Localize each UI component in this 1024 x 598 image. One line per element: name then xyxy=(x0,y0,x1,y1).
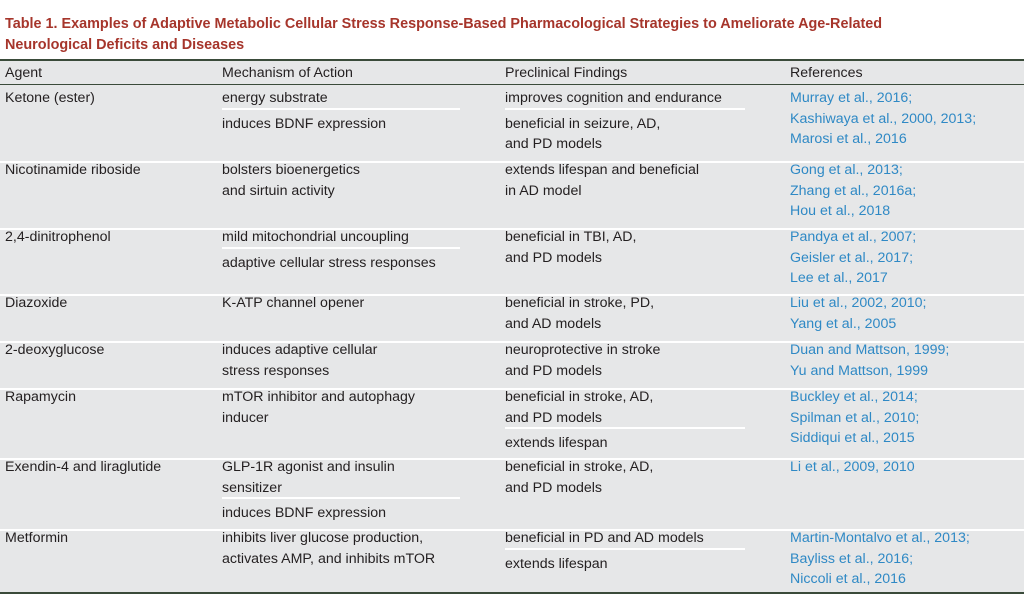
bottom-rule xyxy=(0,592,1024,594)
header-agent: Agent xyxy=(5,65,43,81)
findings-text: beneficial in PD and AD models xyxy=(505,530,704,546)
findings-text: beneficial in stroke, PD, xyxy=(505,295,655,311)
agent-name: 2-deoxyglucose xyxy=(5,342,105,358)
agent-name: Exendin-4 and liraglutide xyxy=(5,459,162,475)
mechanism-text: induces BDNF expression xyxy=(222,115,387,132)
reference-link: Duan and Mattson, 1999; xyxy=(790,342,950,358)
reference-link: Yu and Mattson, 1999 xyxy=(790,362,929,379)
reference-link: Siddiqui et al., 2015 xyxy=(790,430,915,446)
findings-text: improves cognition and endurance xyxy=(505,90,722,106)
findings-text: in AD model xyxy=(505,182,582,199)
agent-name: Metformin xyxy=(5,530,69,546)
findings-sub-divider xyxy=(505,108,745,110)
reference-link: Buckley et al., 2014; xyxy=(790,389,918,405)
mechanism-text: and sirtuin activity xyxy=(222,182,335,199)
reference-link: Pandya et al., 2007; xyxy=(790,229,917,245)
findings-text: and PD models xyxy=(505,409,602,426)
data-table xyxy=(0,11,1024,594)
findings-text: beneficial in seizure, AD, xyxy=(505,115,661,132)
mechanism-text: adaptive cellular stress responses xyxy=(222,254,436,271)
mechanism-text: inhibits liver glucose production, xyxy=(222,530,424,546)
mechanism-sub-divider xyxy=(222,247,460,249)
reference-link: Zhang et al., 2016a; xyxy=(790,182,917,199)
reference-link: Gong et al., 2013; xyxy=(790,162,903,178)
top-rule xyxy=(0,59,1024,61)
findings-text: and PD models xyxy=(505,362,602,379)
findings-text: beneficial in stroke, AD, xyxy=(505,389,654,405)
agent-name: 2,4-dinitrophenol xyxy=(5,229,111,245)
findings-text: and AD models xyxy=(505,315,602,332)
mechanism-text: GLP-1R agonist and insulin xyxy=(222,459,395,475)
mechanism-sub-divider xyxy=(222,108,460,110)
findings-text: extends lifespan xyxy=(505,435,608,451)
findings-text: beneficial in TBI, AD, xyxy=(505,229,637,245)
mechanism-text: energy substrate xyxy=(222,90,328,106)
header-references: References xyxy=(790,65,863,81)
reference-link: Niccoli et al., 2016 xyxy=(790,571,906,587)
reference-link: Lee et al., 2017 xyxy=(790,270,888,286)
findings-text: extends lifespan and beneficial xyxy=(505,162,700,178)
reference-link: Kashiwaya et al., 2000, 2013; xyxy=(790,110,977,127)
mechanism-text: mild mitochondrial uncoupling xyxy=(222,229,409,245)
findings-sub-divider xyxy=(505,427,745,429)
mechanism-text: inducer xyxy=(222,409,269,426)
header-mechanism: Mechanism of Action xyxy=(222,65,353,81)
agent-name: Nicotinamide riboside xyxy=(5,162,141,178)
caption-line-1: Table 1. Examples of Adaptive Metabolic Cellular Stress Response-Based Pharmacological Strategies to Ameliorate Age-Related xyxy=(5,16,883,32)
caption-line-2: Neurological Deficits and Diseases xyxy=(5,37,245,53)
mechanism-text: K-ATP channel opener xyxy=(222,295,365,311)
reference-link: Li et al., 2009, 2010 xyxy=(790,459,915,475)
mechanism-text: activates AMP, and inhibits mTOR xyxy=(222,550,436,567)
table-caption xyxy=(0,11,1024,59)
reference-link: Spilman et al., 2010; xyxy=(790,409,920,426)
findings-text: and PD models xyxy=(505,136,602,152)
reference-link: Murray et al., 2016; xyxy=(790,90,913,106)
mechanism-sub-divider xyxy=(222,497,460,499)
findings-text: and PD models xyxy=(505,249,602,266)
reference-link: Martin-Montalvo et al., 2013; xyxy=(790,530,970,546)
findings-text: beneficial in stroke, AD, xyxy=(505,459,654,475)
mechanism-text: induces BDNF expression xyxy=(222,505,387,521)
findings-text: extends lifespan xyxy=(505,555,608,572)
agent-name: Ketone (ester) xyxy=(5,90,95,106)
mechanism-text: sensitizer xyxy=(222,479,282,496)
findings-text: and PD models xyxy=(505,479,602,496)
reference-link: Geisler et al., 2017; xyxy=(790,249,914,266)
reference-link: Marosi et al., 2016 xyxy=(790,131,907,147)
mechanism-text: mTOR inhibitor and autophagy xyxy=(222,389,415,405)
reference-link: Yang et al., 2005 xyxy=(790,315,897,332)
mechanism-text: induces adaptive cellular xyxy=(222,342,378,358)
reference-link: Bayliss et al., 2016; xyxy=(790,550,914,567)
header-findings: Preclinical Findings xyxy=(505,65,628,81)
agent-name: Diazoxide xyxy=(5,295,68,311)
findings-text: neuroprotective in stroke xyxy=(505,342,661,358)
reference-link: Hou et al., 2018 xyxy=(790,203,891,219)
mechanism-text: bolsters bioenergetics xyxy=(222,162,361,178)
findings-sub-divider xyxy=(505,548,745,550)
reference-link: Liu et al., 2002, 2010; xyxy=(790,295,927,311)
agent-name: Rapamycin xyxy=(5,389,76,405)
header-rule xyxy=(0,84,1024,85)
mechanism-text: stress responses xyxy=(222,362,330,379)
